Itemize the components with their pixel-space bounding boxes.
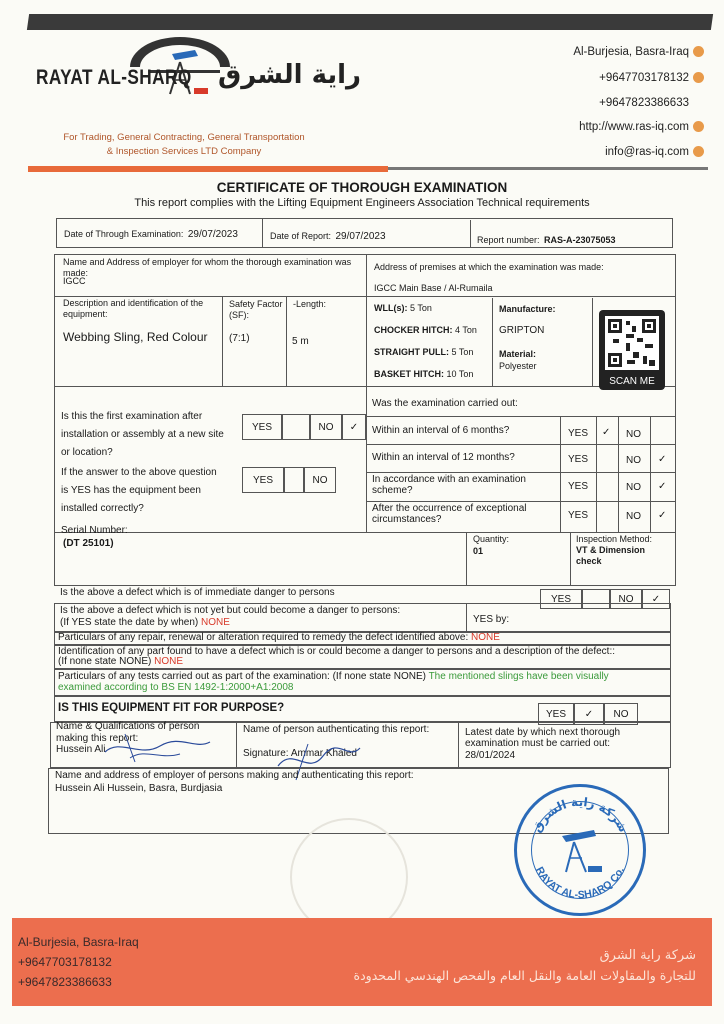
tagline-line-1: For Trading, General Contracting, General Transportation	[63, 132, 305, 143]
description-label: Description and identification of the equipment:	[63, 298, 204, 319]
first-exam-yes[interactable]: YES	[242, 414, 282, 440]
wll: WLL(s): 5 Ton	[374, 303, 432, 313]
exceptional-no[interactable]: NO	[626, 511, 641, 522]
svg-text:RAYAT AL-SHARQ Co.	[533, 865, 627, 901]
installed-correctly-question: If the answer to the above question is YES has the equipment been installed correctly?	[61, 467, 217, 514]
interval-12-yes[interactable]: YES	[568, 454, 589, 465]
employer-label: Name and Address of employer for whom the thorough examination was made:	[63, 257, 352, 278]
report-date: Date of Report: 29/07/2023	[270, 231, 386, 242]
globe-icon	[693, 121, 704, 132]
certificate-title: CERTIFICATE OF THOROUGH EXAMINATION	[216, 180, 508, 195]
company-tagline	[34, 131, 334, 159]
basket-hitch: BASKET HITCH: 10 Ton	[374, 369, 474, 379]
footer-description-arabic: للتجارة والمقاولات العامة والنقل العام والفحص الهندسي المحدودة	[353, 968, 696, 983]
interval-6-yes-check[interactable]: ✓	[602, 427, 611, 438]
scan-me-label: SCAN ME	[609, 376, 655, 387]
header-bar	[27, 14, 713, 30]
choker-hitch: CHOCKER HITCH: 4 Ton	[374, 325, 477, 335]
employer-value: IGCC	[63, 276, 86, 286]
qr-code-icon[interactable]	[599, 310, 665, 390]
repair-particulars: Particulars of any repair, renewal or alteration required to remedy the defect identified above: NONE	[58, 632, 500, 643]
exam-scheme: In accordance with an examination scheme?	[372, 474, 526, 496]
footer-phone-1: +9647703178132	[18, 955, 112, 969]
yes-by-label: YES by:	[473, 614, 510, 625]
immediate-danger-no-check[interactable]: ✓	[642, 589, 670, 609]
stamp-english-text: RAYAT AL-SHARQ Co.	[533, 864, 627, 902]
method-label: Inspection Method:	[576, 534, 653, 544]
interval-12-no-check[interactable]: ✓	[658, 454, 667, 465]
fit-no[interactable]: NO	[604, 703, 638, 725]
interval-6-yes[interactable]: YES	[568, 428, 589, 439]
employer-persons-value: Hussein Ali Hussein, Basra, Burdjasia	[55, 783, 223, 794]
immediate-danger-no[interactable]: NO	[610, 589, 642, 609]
authenticator-signature: Signature: Ammar Khaled	[243, 748, 357, 759]
interval-12-months: Within an interval of 12 months?	[372, 452, 515, 463]
footer-contact	[18, 932, 139, 992]
footer-phone-2: +9647823386633	[18, 975, 112, 989]
signature-icon	[100, 728, 220, 764]
tagline-line-2: & Inspection Services LTD Company	[106, 146, 262, 157]
material-value: Polyester	[499, 361, 537, 371]
fit-yes[interactable]: YES	[538, 703, 574, 725]
installed-no[interactable]: NO	[304, 467, 336, 493]
future-danger-date: (If YES state the date by when) NONE	[60, 617, 230, 628]
exam-date: Date of Through Examination: 29/07/2023	[64, 229, 238, 240]
manufacture-label: Manufacture:	[499, 304, 556, 314]
description-value: Webbing Sling, Red Colour	[63, 330, 208, 344]
report-number: Report number: RAS-A-23075053	[477, 235, 616, 245]
mail-icon	[693, 146, 704, 157]
safety-factor-value: (7:1)	[229, 333, 250, 344]
header-phone-1: +9647703178132	[599, 72, 704, 84]
manufacture-value: GRIPTON	[499, 325, 545, 336]
carried-out-label: Was the examination carried out:	[372, 398, 518, 409]
serial-value: (DT 25101)	[63, 538, 114, 549]
fit-for-purpose-label: IS THIS EQUIPMENT FIT FOR PURPOSE?	[58, 702, 285, 714]
safety-factor-label: Safety Factor (SF):	[229, 299, 283, 320]
installed-yes-box[interactable]	[284, 467, 304, 493]
exceptional-circumstances: After the occurrence of exceptional circumstances?	[372, 503, 527, 525]
first-exam-no[interactable]: NO	[310, 414, 342, 440]
location-icon	[693, 46, 704, 57]
interval-12-no[interactable]: NO	[626, 455, 641, 466]
length-label: -Length:	[293, 299, 327, 309]
serial-label: Serial Number:	[61, 525, 128, 536]
identification-value: (If none state NONE) NONE	[58, 656, 184, 667]
first-exam-yes-box[interactable]	[282, 414, 310, 440]
first-exam-question: Is this the first examination after installation or assembly at a new site or location?	[61, 411, 224, 458]
straight-pull: STRAIGHT PULL: 5 Ton	[374, 347, 474, 357]
future-danger-question: Is the above a defect which is not yet but could become a danger to persons:	[60, 605, 401, 616]
next-exam-date: 28/01/2024	[465, 750, 516, 761]
premises-label: Address of premises at which the examination was made:	[374, 262, 604, 272]
header-address: Al-Burjesia, Basra-Iraq	[573, 46, 704, 58]
material-label: Material:	[499, 349, 537, 359]
interval-6-no[interactable]: NO	[626, 429, 641, 440]
header-email[interactable]: info@ras-iq.com	[605, 146, 704, 158]
logo-text-arabic: راية الشرق	[218, 60, 362, 90]
phone-icon	[693, 72, 704, 83]
scheme-no[interactable]: NO	[626, 482, 641, 493]
quantity-value: 01	[473, 546, 484, 556]
quantity-label: Quantity:	[473, 534, 510, 544]
premises-value: IGCC Main Base / Al-Rumaila	[374, 283, 493, 293]
svg-text:شركة راية الشرق	[529, 795, 630, 835]
identification-question: Identification of any part found to have a defect which is or could become a danger to persons and a description of the defect::	[58, 646, 616, 657]
header-phone-2: +9647823386633	[599, 97, 689, 109]
report-maker-label: Name & Qualifications of person making this report:	[56, 721, 200, 744]
method-value: VT & Dimension check	[576, 545, 646, 566]
authenticator-label: Name of person authenticating this report:	[243, 724, 430, 735]
next-exam-label: Latest date by which next thorough examination must be carried out:	[465, 727, 621, 749]
company-stamp-icon	[514, 784, 646, 916]
exceptional-no-check[interactable]: ✓	[658, 510, 667, 521]
scheme-no-check[interactable]: ✓	[658, 481, 667, 492]
scheme-yes[interactable]: YES	[568, 481, 589, 492]
footer-address: Al-Burjesia, Basra-Iraq	[18, 935, 139, 949]
header-divider	[388, 167, 708, 170]
installed-yes[interactable]: YES	[242, 467, 284, 493]
immediate-danger-yes[interactable]: YES	[540, 589, 582, 609]
header-accent-line	[28, 166, 388, 172]
fit-yes-check[interactable]: ✓	[574, 703, 604, 725]
first-exam-no-check[interactable]: ✓	[342, 414, 366, 440]
footer-company-arabic: شركة راية الشرق	[599, 948, 696, 963]
exceptional-yes[interactable]: YES	[568, 510, 589, 521]
immediate-danger-question: Is the above a defect which is of immediate danger to persons	[60, 587, 335, 598]
stamp-arabic-text: شركة راية الشرق	[529, 794, 631, 835]
logo-text-english: RAYAT AL-SHARQ	[36, 66, 192, 89]
length-value: 5 m	[292, 336, 309, 347]
tests-standard: examined according to BS EN 1492-1:2000+A1:2008	[58, 682, 294, 693]
employer-persons-label: Name and address of employer of persons making and authenticating this report:	[55, 770, 414, 781]
report-maker-name: Hussein Ali	[56, 744, 106, 755]
certificate-subtitle: This report complies with the Lifting Equipment Engineers Association Technical requirements	[134, 197, 590, 209]
tests-particulars: Particulars of any tests carried out as part of the examination: (If none state NONE) The mentioned slings have been visually	[58, 671, 609, 682]
header-website[interactable]: http://www.ras-iq.com	[579, 121, 704, 133]
interval-6-months: Within an interval of 6 months?	[372, 425, 510, 436]
